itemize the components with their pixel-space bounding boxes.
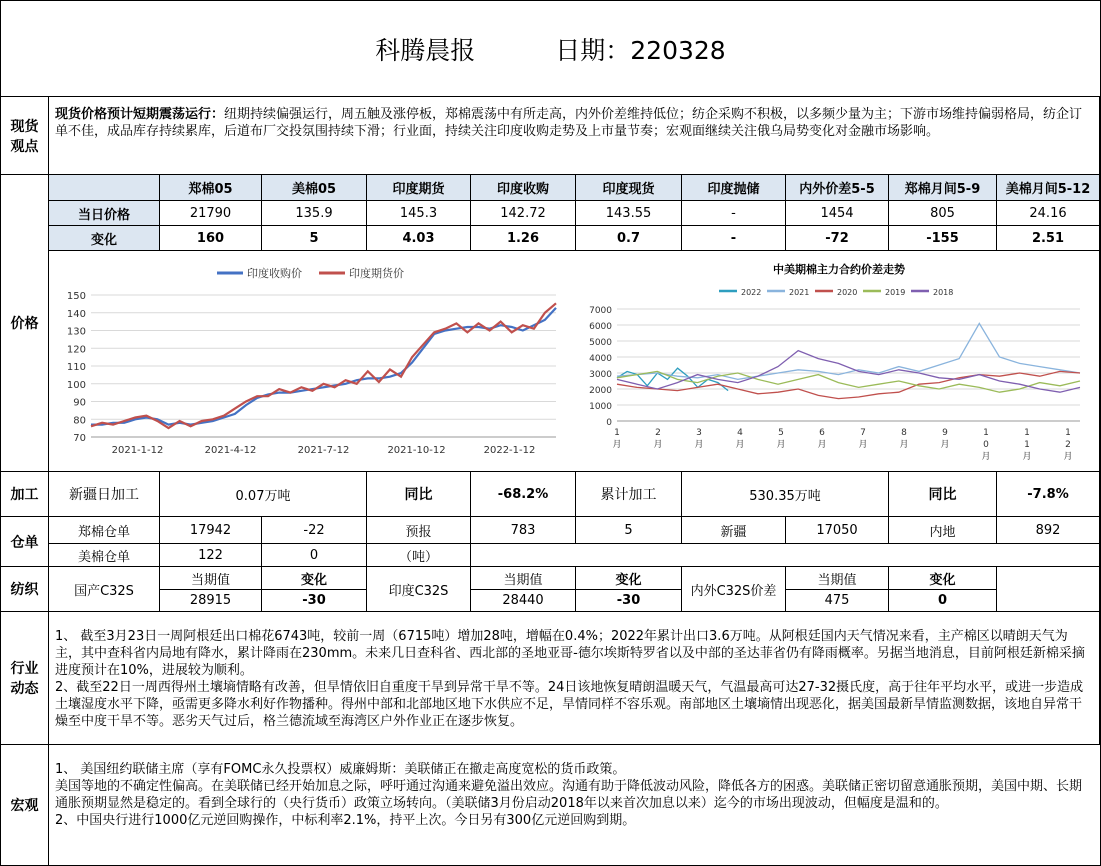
chart-title: 中美期棉主力合约价差走势 — [773, 262, 905, 276]
y-tick-label: 140 — [66, 308, 86, 320]
report-title: 科腾晨报 — [375, 35, 476, 65]
y-tick-label: 150 — [66, 290, 86, 302]
price-cell: - — [682, 226, 786, 251]
warehouse-blank — [471, 544, 1100, 567]
y-tick-label: 2000 — [589, 385, 612, 396]
spread-c32s-change: 0 — [889, 590, 997, 612]
price-cell: 805 — [889, 201, 997, 226]
spot-view-body: 纽期持续偏强运行，周五触及涨停板，郑棉震荡中有所走高，内外价差维持低位；纺企采购不积极，以多频少量为主；下游市场维持偏弱格局，纺企订单不佳，成品库存持续累库，后道布厂交投氛围持续下滑；行业面，持续关注印度收购走势及上市量节奏；宏观面继续关注俄乌局势变化对金融市场影响。 — [55, 107, 1083, 139]
x-tick-label: 7 — [860, 427, 866, 438]
price-header: 郑棉月间5-9 — [889, 175, 997, 201]
x-tick-label: 6 — [819, 427, 825, 438]
forecast-value: 783 — [471, 517, 576, 544]
cn-us-spread-chart — [569, 251, 1099, 472]
x-tick-label: 月 — [653, 439, 663, 450]
price-header: 内外价差5-5 — [786, 175, 889, 201]
spread-cur-label: 当期值 — [786, 567, 889, 590]
textile-blank — [997, 567, 1100, 612]
spot-view-lead: 现货价格预计短期震荡运行： — [55, 107, 225, 122]
y-tick-label: 7000 — [589, 305, 612, 316]
cum-yoy-label: 同比 — [889, 472, 997, 517]
india-price-chart-panel — [49, 251, 569, 472]
y-tick-label: 6000 — [589, 321, 612, 332]
domestic-chg-label: 变化 — [262, 567, 367, 590]
warehouse-label: 仓单 — [1, 517, 49, 567]
x-tick-label: 月 — [1022, 451, 1032, 462]
india-cur-label: 当期值 — [471, 567, 576, 590]
price-header: 印度抛储 — [682, 175, 786, 201]
forecast-change: 5 — [576, 517, 682, 544]
x-tick-label: 月 — [981, 451, 991, 462]
industry-paragraph-2: 2、截至22日一周西得州土壤墒情略有改善，但旱情依旧自重度干旱到异常干旱不等。24日该地恢复晴朗温暖天气，气温最高可达27-32摄氏度，高于往年平均水平，或进一步造成土壤湿度水平下降，亟需更多降水利好作物播种。得州中部和北部地区地下水供应不足，旱情同样不容乐观。南部地区土壤墒情出现恶化，据美国最新旱情监测数据，该地自异常干燥至中度干旱不等。恶劣天气过后，格兰德流域至海湾区户外作业正在逐步恢复。 — [55, 680, 1084, 729]
us-warehouse-label: 美棉仓单 — [49, 544, 160, 567]
x-tick-label: 月 — [735, 439, 745, 450]
domestic-cur-label: 当期值 — [160, 567, 262, 590]
legend-label: 2019 — [885, 287, 906, 297]
cn-us-spread-chart-panel — [569, 251, 1100, 472]
us-warehouse-value: 122 — [160, 544, 262, 567]
x-tick-label: 月 — [899, 439, 909, 450]
price-cell: -72 — [786, 226, 889, 251]
x-tick-label: 2021-4-12 — [204, 444, 257, 456]
y-tick-label: 1000 — [589, 401, 612, 412]
inland-value: 892 — [997, 517, 1100, 544]
y-tick-label: 3000 — [589, 369, 612, 380]
y-tick-label: 120 — [66, 343, 86, 355]
x-tick-label: 月 — [1063, 451, 1073, 462]
spot-view-text — [49, 97, 1100, 175]
price-cell: 0.7 — [576, 226, 682, 251]
price-cell: 4.03 — [367, 226, 471, 251]
price-cell: 5 — [262, 226, 367, 251]
y-tick-label: 80 — [73, 414, 86, 426]
x-tick-label: 月 — [694, 439, 704, 450]
x-tick-label: 1 — [983, 427, 989, 438]
x-tick-label: 2 — [655, 427, 661, 438]
price-label: 价格 — [1, 175, 49, 472]
x-tick-label: 2021-1-12 — [111, 444, 164, 456]
macro-paragraph-1: 1、 美国纽约联储主席（享有FOMC永久投票权）威廉姆斯：美联储正在撤走高度宽松的货币政策。 — [55, 762, 626, 777]
report-date: 日期：220328 — [555, 35, 726, 65]
y-tick-label: 0 — [606, 417, 612, 428]
xinjiang-label: 新疆 — [682, 517, 786, 544]
xj-processing-label: 新疆日加工 — [49, 472, 160, 517]
x-tick-label: 5 — [778, 427, 784, 438]
zheng-warehouse-value: 17942 — [160, 517, 262, 544]
x-tick-label: 8 — [901, 427, 907, 438]
legend-label: 2021 — [789, 287, 810, 297]
price-corner — [49, 175, 160, 201]
spread-c32s-label: 内外C32S价差 — [682, 567, 786, 612]
x-tick-label: 月 — [940, 439, 950, 450]
india-price-chart — [49, 251, 569, 472]
x-tick-label: 月 — [817, 439, 827, 450]
xj-processing-value: 0.07万吨 — [160, 472, 367, 517]
price-row-label: 变化 — [49, 226, 160, 251]
macro-paragraph-3: 2、中国央行进行1000亿元逆回购操作，中标利率2.1%，持平上次。今日另有300亿元逆回购到期。 — [55, 813, 636, 828]
cum-processing-label: 累计加工 — [576, 472, 682, 517]
cum-yoy-value: -7.8% — [997, 472, 1100, 517]
cum-processing-value: 530.35万吨 — [682, 472, 889, 517]
legend-label: 印度收购价 — [247, 266, 302, 280]
price-cell: 160 — [160, 226, 262, 251]
y-tick-label: 70 — [73, 432, 86, 444]
spot-view-label: 现货观点 — [1, 97, 49, 175]
price-header: 郑棉05 — [160, 175, 262, 201]
legend-label: 2022 — [741, 287, 762, 297]
india-c32s-change: -30 — [576, 590, 682, 612]
x-tick-label: 月 — [858, 439, 868, 450]
x-tick-label: 9 — [942, 427, 948, 438]
legend-label: 2020 — [837, 287, 858, 297]
x-tick-label: 2021-7-12 — [297, 444, 350, 456]
x-tick-label: 1 — [1024, 439, 1030, 450]
x-tick-label: 月 — [612, 439, 622, 450]
price-cell: 142.72 — [471, 201, 576, 226]
x-tick-label: 4 — [737, 427, 743, 438]
report-header — [1, 1, 1100, 97]
warehouse-unit: （吨） — [367, 544, 471, 567]
industry-text — [49, 612, 1100, 745]
inland-label: 内地 — [889, 517, 997, 544]
us-warehouse-change: 0 — [262, 544, 367, 567]
x-tick-label: 月 — [776, 439, 786, 450]
price-cell: 143.55 — [576, 201, 682, 226]
price-cell: 2.51 — [997, 226, 1100, 251]
price-cell: 135.9 — [262, 201, 367, 226]
y-tick-label: 110 — [66, 361, 86, 373]
price-header: 印度现货 — [576, 175, 682, 201]
domestic-c32s-change: -30 — [262, 590, 367, 612]
price-cell: 24.16 — [997, 201, 1100, 226]
series-line-2021 — [617, 323, 1080, 379]
forecast-label: 预报 — [367, 517, 471, 544]
price-header: 美棉月间5-12 — [997, 175, 1100, 201]
price-cell: 1.26 — [471, 226, 576, 251]
y-tick-label: 90 — [73, 397, 86, 408]
xj-yoy-value: -68.2% — [471, 472, 576, 517]
price-header: 美棉05 — [262, 175, 367, 201]
price-header: 印度期货 — [367, 175, 471, 201]
price-cell: -155 — [889, 226, 997, 251]
india-chg-label: 变化 — [576, 567, 682, 590]
industry-label: 行业动态 — [1, 612, 49, 745]
domestic-c32s-value: 28915 — [160, 590, 262, 612]
y-tick-label: 5000 — [589, 337, 612, 348]
price-cell: 21790 — [160, 201, 262, 226]
price-header: 印度收购 — [471, 175, 576, 201]
x-tick-label: 1 — [1065, 427, 1071, 438]
india-c32s-value: 28440 — [471, 590, 576, 612]
legend-label: 2018 — [933, 287, 954, 297]
price-cell: 1454 — [786, 201, 889, 226]
x-tick-label: 2022-1-12 — [483, 444, 536, 456]
india-c32s-label: 印度C32S — [367, 567, 471, 612]
y-tick-label: 100 — [66, 379, 86, 391]
zheng-warehouse-change: -22 — [262, 517, 367, 544]
xinjiang-value: 17050 — [786, 517, 889, 544]
processing-label: 加工 — [1, 472, 49, 517]
spread-c32s-value: 475 — [786, 590, 889, 612]
macro-text — [49, 745, 1100, 865]
y-tick-label: 130 — [66, 326, 86, 337]
industry-paragraph-1: 1、 截至3月23日一周阿根廷出口棉花6743吨，较前一周（6715吨）增加28吨，增幅在0.4%；2022年累计出口3.6万吨。从阿根廷国内天气情况来看，主产棉区以晴朗天气为主，其中查科省内局地有降水，累计降雨在230mm。未来几日查科省、西北部的圣地亚哥-德尔埃斯特罗省以及中部的圣达菲省仍有降雨概率。另据当地消息，目前阿根廷新棉采摘进度预计在10%，进展较为顺利。 — [55, 629, 1085, 678]
zheng-warehouse-label: 郑棉仓单 — [49, 517, 160, 544]
price-row-label: 当日价格 — [49, 201, 160, 226]
price-cell: 145.3 — [367, 201, 471, 226]
spread-chg-label: 变化 — [889, 567, 997, 590]
x-tick-label: 2021-10-12 — [387, 444, 446, 456]
x-tick-label: 2 — [1065, 439, 1071, 450]
legend-label: 印度期货价 — [349, 266, 404, 280]
x-tick-label: 3 — [696, 427, 702, 438]
domestic-c32s-label: 国产C32S — [49, 567, 160, 612]
xj-yoy-label: 同比 — [367, 472, 471, 517]
x-tick-label: 1 — [614, 427, 620, 438]
macro-label: 宏观 — [1, 745, 49, 865]
y-tick-label: 4000 — [589, 353, 612, 364]
textile-label: 纺织 — [1, 567, 49, 612]
macro-paragraph-2: 美国等地的不确定性偏高。在美联储已经开始加息之际，呼吁通过沟通来避免溢出效应。沟通有助于降低波动风险，降低各方的困惑。美联储正密切留意通胀预期，美国中期、长期通胀预期显然是稳定的。看到全球行的（央行货币）政策立场转向。（美联储3月份启动2018年以来首次加息以来）迄今的市场出现波动，但幅度是温和的。 — [55, 779, 1083, 811]
x-tick-label: 1 — [1024, 427, 1030, 438]
price-cell: - — [682, 201, 786, 226]
x-tick-label: 0 — [983, 439, 989, 450]
